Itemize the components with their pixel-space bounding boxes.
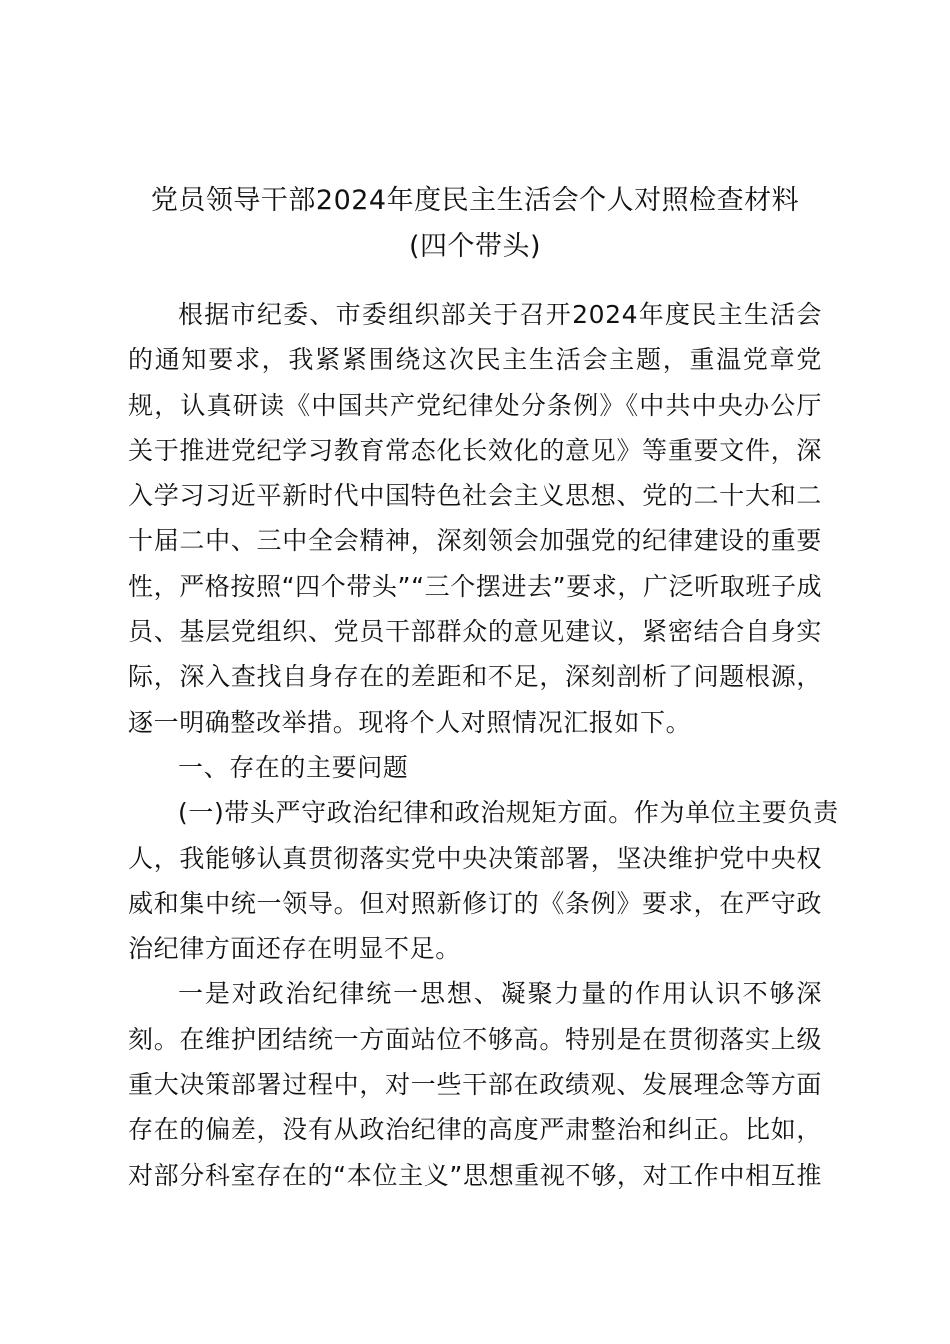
paragraph-line: 威和集中统一领导。但对照新修订的《条例》要求，在严守政 — [128, 888, 822, 918]
paragraph-line: 治纪律方面还存在明显不足。 — [128, 934, 461, 964]
paragraph-line: 的通知要求，我紧紧围绕这次民主生活会主题，重温党章党 — [128, 345, 822, 375]
paragraph-line: 刻。在维护团结统一方面站位不够高。特别是在贯彻落实上级 — [128, 1024, 822, 1054]
paragraph-line: 入学习习近平新时代中国特色社会主义思想、党的二十大和二 — [128, 481, 822, 511]
paragraph-intro — [128, 292, 822, 745]
paragraph-subsection-1 — [128, 790, 839, 971]
paragraph-line: 际，深入查找自身存在的差距和不足，深刻剖析了问题根源， — [128, 662, 822, 692]
paragraph-line: 性，严格按照“四个带头”“三个摆进去”要求，广泛听取班子成 — [128, 571, 823, 601]
paragraph-line: 十届二中、三中全会精神，深刻领会加强党的纪律建设的重要 — [128, 526, 822, 556]
paragraph-point-1 — [128, 971, 822, 1197]
title-line-1: 党员领导干部2024年度民主生活会个人对照检查材料 — [150, 185, 800, 216]
paragraph-line: 逐一明确整改举措。现将个人对照情况汇报如下。 — [128, 707, 692, 737]
section-heading: 一、存在的主要问题 — [178, 752, 409, 782]
paragraph-line: 一是对政治纪律统一思想、凝聚力量的作用认识不够深 — [178, 979, 822, 1009]
paragraph-line: (一)带头严守政治纪律和政治规矩方面。作为单位主要负责 — [178, 798, 839, 828]
paragraph-line: 员、基层党组织、党员干部群众的意见建议，紧密结合自身实 — [128, 617, 822, 647]
paragraph-line: 关于推进党纪学习教育常态化长效化的意见》等重要文件，深 — [128, 435, 822, 465]
section-heading-main-problems — [128, 745, 822, 790]
document-title — [100, 178, 850, 270]
paragraph-line: 存在的偏差，没有从政治纪律的高度严肃整治和纠正。比如， — [128, 1115, 822, 1145]
document-body — [128, 292, 839, 1198]
title-line-2: (四个带头) — [408, 231, 542, 262]
paragraph-line: 根据市纪委、市委组织部关于召开2024年度民主生活会 — [178, 300, 822, 329]
paragraph-line: 对部分科室存在的“本位主义”思想重视不够，对工作中相互推 — [128, 1160, 822, 1190]
paragraph-line: 人，我能够认真贯彻落实党中央决策部署，坚决维护党中央权 — [128, 843, 822, 873]
paragraph-line: 规，认真研读《中国共产党纪律处分条例》《中共中央办公厅 — [128, 390, 822, 420]
paragraph-line: 重大决策部署过程中，对一些干部在政绩观、发展理念等方面 — [128, 1070, 822, 1100]
